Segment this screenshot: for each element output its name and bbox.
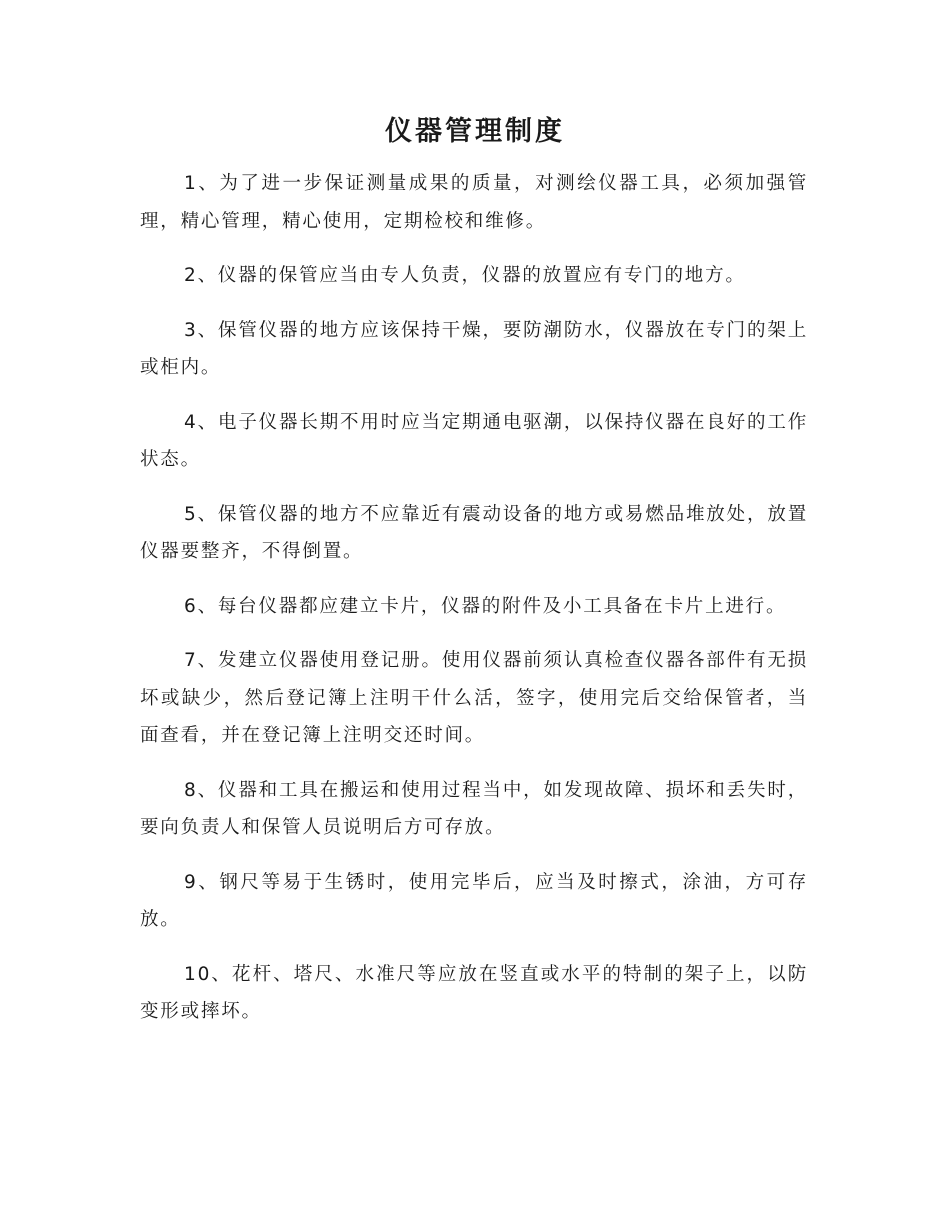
clause-9: 9、钢尺等易于生锈时，使用完毕后，应当及时擦式，涂油，方可存放。 [140,871,808,930]
clause-2: 2、仪器的保管应当由专人负责，仪器的放置应有专门的地方。 [184,265,746,286]
clause-6: 6、每台仪器都应建立卡片，仪器的附件及小工具备在卡片上进行。 [184,595,787,617]
document-title: 仪器管理制度 [385,116,565,147]
clause-4: 4、电子仪器长期不用时应当定期通电驱潮，以保持仪器在良好的工作状态。 [140,411,808,470]
clause-1: 1、为了进一步保证测量成果的质量，对测绘仪器工具，必须加强管理，精心管理，精心使用，定期检校和维修。 [140,173,808,232]
clause-list [140,165,808,1048]
clause-10: 10、花杆、塔尺、水准尺等应放在竖直或水平的特制的架子上，以防变形或摔坏。 [140,963,808,1022]
clause-5: 5、保管仪器的地方不应靠近有震动设备的地方或易燃品堆放处，放置仪器要整齐，不得倒置。 [140,503,808,562]
clause-3: 3、保管仪器的地方应该保持干燥，要防潮防水，仪器放在专门的架上或柜内。 [140,319,808,378]
clause-8: 8、仪器和工具在搬运和使用过程当中，如发现故障、损坏和丢失时，要向负责人和保管人员说明后方可存放。 [140,779,808,838]
clause-7: 7、发建立仪器使用登记册。使用仪器前须认真检查仪器各部件有无损坏或缺少，然后登记簿上注明干什么活，签字，使用完后交给保管者，当面查看，并在登记簿上注明交还时间。 [140,650,808,746]
